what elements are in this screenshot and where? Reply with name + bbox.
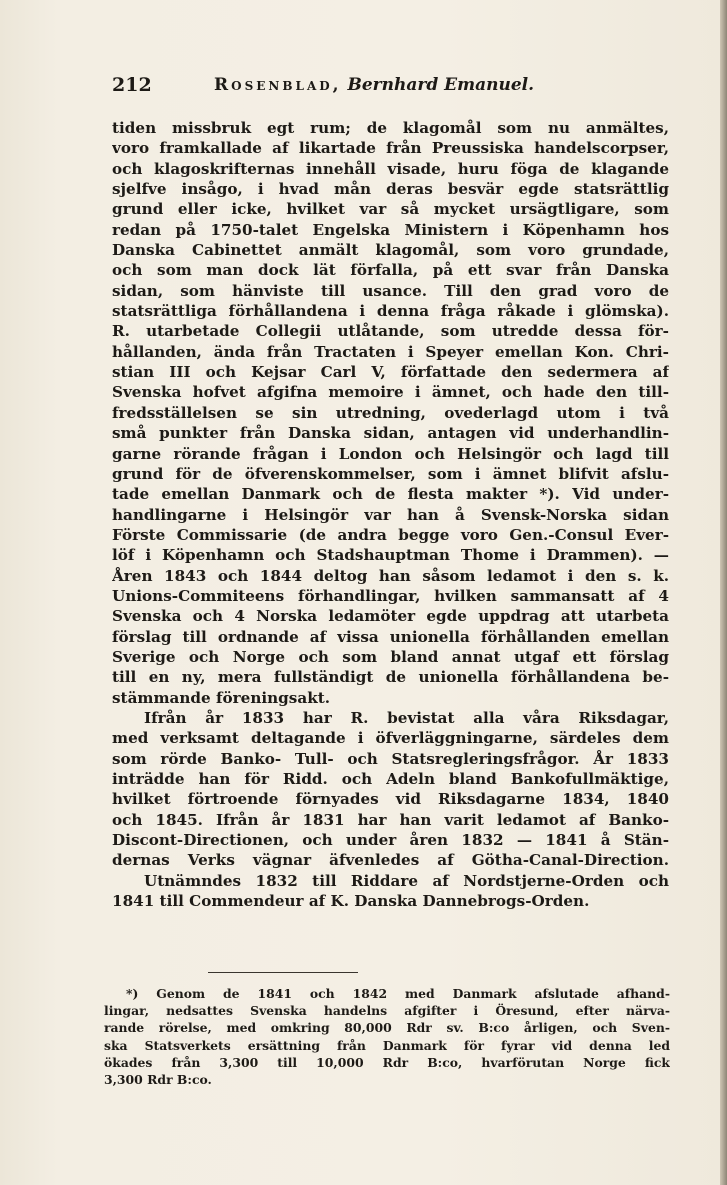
text-line: Sverige och Norge och som bland annat utgaf ett förslag — [112, 647, 669, 666]
text-line: hållanden, ända från Tractaten i Speyer emellan Kon. Chri- — [112, 342, 669, 361]
text-line: statsrättliga förhållandena i denna fråga råkade i glömska). — [112, 302, 669, 321]
footnote-line: ska Statsverkets ersättning från Danmark för fyrar vid denna led — [104, 1037, 670, 1053]
body-text — [112, 118, 669, 911]
footnote-line: lingar, nedsattes Svenska handelns afgifter i Öresund, efter närva- — [104, 1003, 670, 1019]
text-line: Utnämndes 1832 till Riddare af Nordstjerne-Orden och — [144, 871, 669, 890]
text-line: med verksamt deltagande i öfverläggningarne, särdeles dem — [112, 729, 669, 748]
text-line: sidan, som hänviste till usance. Till den grad voro de — [112, 281, 669, 300]
footnote-line: ökades från 3,300 till 10,000 Rdr B:co, hvarförutan Norge fick — [104, 1054, 670, 1070]
text-line: Svenska hofvet afgifna memoire i ämnet, och hade den till- — [112, 383, 669, 402]
text-line: stämmande föreningsakt. — [112, 688, 331, 707]
text-line: tade emellan Danmark och de flesta makter *). Vid under- — [112, 485, 669, 504]
text-line: grund för de öfverenskommelser, som i ämnet blifvit afslu- — [112, 464, 669, 483]
running-head — [214, 75, 534, 95]
footnote-line: *) Genom de 1841 och 1842 med Danmark afslutade afhand- — [126, 986, 670, 1001]
text-line: och som man dock lät förfalla, på ett svar från Danska — [112, 261, 669, 280]
running-head-author: Rosenblad, — [214, 75, 342, 95]
text-line: R. utarbetade Collegii utlåtande, som utredde dessa för- — [112, 322, 669, 341]
text-line: små punkter från Danska sidan, antagen vid underhandlin- — [112, 424, 669, 443]
text-line: till en ny, mera fullständigt de unionella förhållandena be- — [112, 668, 669, 687]
text-line: fredsställelsen se sin utredning, ovederlagd utom i två — [112, 403, 669, 422]
text-line: och klagoskrifternas innehåll visade, huru föga de klagande — [112, 159, 669, 178]
text-line: Discont-Directionen, och under åren 1832 — 1841 å Stän- — [112, 831, 669, 850]
text-line: Danska Cabinettet anmält klagomål, som voro grundade, — [112, 241, 669, 260]
text-line: stian III och Kejsar Carl V, författade den sedermera af — [112, 363, 669, 382]
text-line: handlingarne i Helsingör var han å Svensk-Norska sidan — [112, 505, 669, 524]
page-header — [112, 74, 672, 102]
text-line: löf i Köpenhamn och Stadshauptman Thome i Drammen). — — [112, 546, 669, 565]
text-line: garne rörande frågan i London och Helsingör och lagd till — [112, 444, 669, 463]
text-line: inträdde han för Ridd. och Adeln bland Bankofullmäktige, — [112, 770, 669, 788]
text-line: och 1845. Ifrån år 1831 har han varit ledamot af Banko- — [112, 810, 669, 829]
text-line: Ifrån år 1833 har R. bevistat alla våra Riksdagar, — [144, 708, 669, 727]
text-line: förslag till ordnande af vissa unionella förhållanden emellan — [112, 627, 669, 646]
footnote-line: 3,300 Rdr B:co. — [104, 1071, 212, 1087]
text-line: Svenska och 4 Norska ledamöter egde uppdrag att utarbeta — [112, 607, 669, 626]
page-number: 212 — [112, 74, 152, 96]
text-line: tiden missbruk egt rum; de klagomål som nu anmältes, — [112, 119, 669, 137]
text-line: dernas Verks vägnar äfvenledes af Götha-Canal-Direction. — [112, 851, 669, 870]
running-head-given-names: Bernhard Emanuel. — [347, 75, 535, 95]
text-line: Unions-Commiteens förhandlingar, hvilken sammansatt af 4 — [112, 586, 669, 605]
text-line: Åren 1843 och 1844 deltog han såsom ledamot i den s. k. — [112, 566, 669, 585]
footnote — [104, 985, 670, 1088]
text-line: sjelfve insågo, i hvad mån deras besvär egde statsrättlig — [112, 180, 669, 199]
text-line: Förste Commissarie (de andra begge voro Gen.-Consul Ever- — [112, 525, 669, 544]
footnote-line: rande rörelse, med omkring 80,000 Rdr sv. B:co årligen, och Sven- — [104, 1020, 670, 1036]
page-edge — [720, 0, 727, 1185]
footnote-divider — [208, 972, 358, 973]
text-line: grund eller icke, hvilket var så mycket ursägtligare, som — [112, 200, 669, 219]
text-line: som rörde Banko- Tull- och Statsregleringsfrågor. År 1833 — [112, 749, 669, 768]
text-line: 1841 till Commendeur af K. Danska Dannebrogs-Orden. — [112, 892, 590, 911]
text-line: redan på 1750-talet Engelska Ministern i Köpenhamn hos — [112, 220, 669, 239]
text-line: voro framkallade af likartade från Preussiska handelscorpser, — [112, 139, 669, 158]
text-line: hvilket förtroende förnyades vid Riksdagarne 1834, 1840 — [112, 790, 669, 809]
